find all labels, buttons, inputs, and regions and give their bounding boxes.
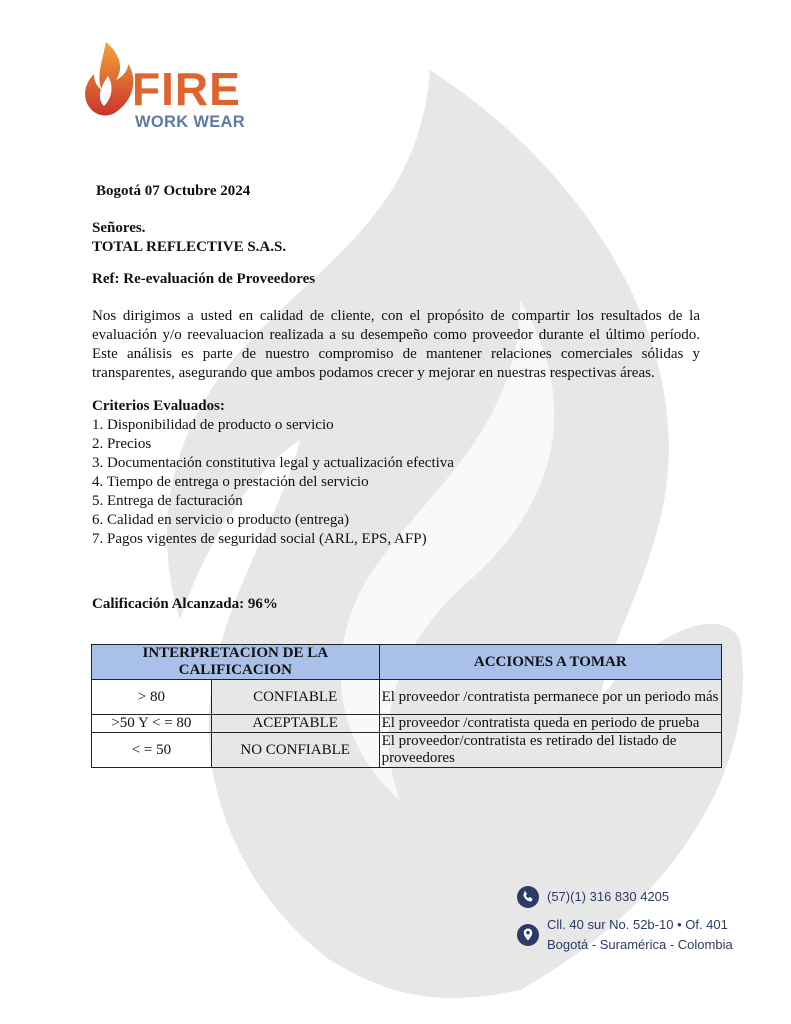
phone-icon [517, 886, 539, 908]
list-item: 7. Pagos vigentes de seguridad social (ARL, EPS, AFP) [92, 531, 427, 547]
interpretation-table [91, 644, 722, 768]
label-cell: CONFIABLE [211, 680, 379, 715]
score-line: Calificación Alcanzada: 96% [92, 596, 278, 612]
action-cell: El proveedor /contratista permanece por un periodo más [379, 680, 721, 715]
table-row [92, 680, 722, 715]
label-cell: ACEPTABLE [211, 715, 379, 733]
range-cell: >50 Y < = 80 [92, 715, 212, 733]
location-pin-icon [517, 924, 539, 946]
action-cell: El proveedor /contratista queda en periodo de prueba [379, 715, 721, 733]
criteria-list [92, 416, 454, 549]
logo-wordmark: FIRE [132, 63, 241, 115]
contact-address-line2: Bogotá - Suramérica - Colombia [547, 937, 733, 952]
company-logo [80, 40, 250, 135]
list-item: 4. Tiempo de entrega o prestación del servicio [92, 474, 369, 490]
list-item: 2. Precios [92, 436, 152, 452]
range-cell: > 80 [92, 680, 212, 715]
table-row [92, 715, 722, 733]
table-row [92, 733, 722, 768]
label-cell: NO CONFIABLE [211, 733, 379, 768]
recipient: TOTAL REFLECTIVE S.A.S. [92, 239, 287, 255]
list-item: 1. Disponibilidad de producto o servicio [92, 417, 334, 433]
criteria-heading: Criterios Evaluados: [92, 398, 225, 414]
criteria-section [92, 397, 454, 549]
flame-logo-icon [80, 40, 140, 120]
table-header-actions: ACCIONES A TOMAR [379, 645, 721, 680]
list-item: 3. Documentación constitutiva legal y actualización efectiva [92, 455, 454, 471]
list-item: 5. Entrega de facturación [92, 493, 243, 509]
intro-paragraph: Nos dirigimos a usted en calidad de cliente, con el propósito de compartir los resultados de la evaluación y/o reevaluacion realizada a su desempeño como proveedor durante el último período. Este análisis es parte de nuestro compromiso de mantener relaciones comerciales sólidas y transparentes, asegurando que ambos podamos crecer y mejorar en nuestras respectivas áreas. [92, 308, 700, 381]
contact-phone: (57)(1) 316 830 4205 [547, 889, 670, 904]
logo-subtitle: WORK WEAR [135, 113, 245, 131]
list-item: 6. Calidad en servicio o producto (entrega) [92, 512, 349, 528]
reference-line: Ref: Re-evaluación de Proveedores [92, 271, 316, 287]
contact-address-line1: Cll. 40 sur No. 52b-10 • Of. 401 [547, 917, 728, 932]
salutation: Señores. [92, 220, 146, 236]
table-header-interpretation: INTERPRETACION DE LA CALIFICACION [92, 645, 380, 680]
letter-date: Bogotá 07 Octubre 2024 [96, 183, 251, 199]
range-cell: < = 50 [92, 733, 212, 768]
action-cell: El proveedor/contratista es retirado del listado de proveedores [379, 733, 721, 768]
